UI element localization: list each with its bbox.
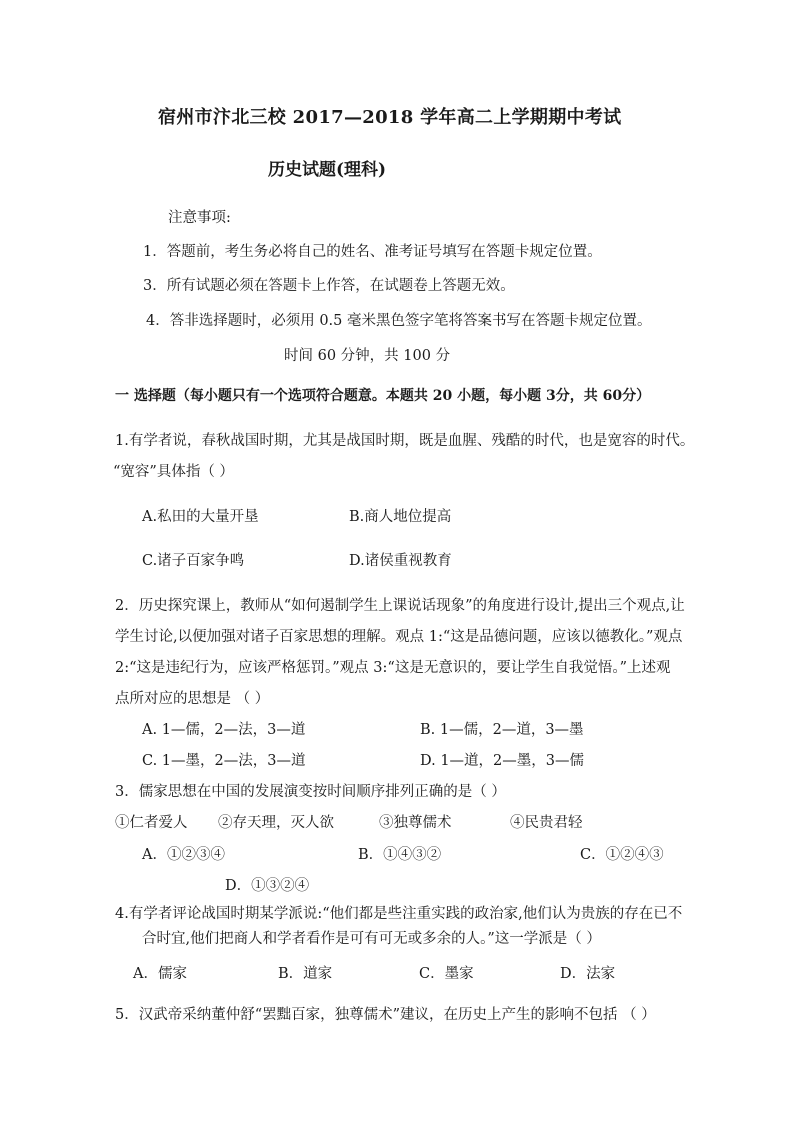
q2-stem-line-1: 2．历史探究课上，教师从“如何遏制学生上课说话现象”的角度进行设计,提出三个观点,让: [115, 598, 685, 614]
time-limit: 时间 60 分钟，共 100 分: [284, 348, 451, 364]
q3-option-a: A．①②③④: [142, 847, 225, 863]
q3-item-1: ①仁者爱人: [115, 815, 188, 831]
q4-stem-line-1: 4.有学者评论战国时期某学派说:“他们都是些注重实践的政治家,他们认为贵族的存在已不: [115, 906, 683, 922]
q5-stem: 5．汉武帝采纳董仲舒“罢黜百家，独尊儒术”建议，在历史上产生的影响不包括 （ ）: [115, 1007, 656, 1023]
notice-item-2: 3．所有试题必须在答题卡上作答，在试题卷上答题无效。: [143, 278, 515, 294]
q4-option-b: B．道家: [278, 966, 333, 982]
q2-stem-line-3: 2:“这是违纪行为，应该严格惩罚。”观点 3:“这是无意识的，要让学生自我觉悟。”上述观: [115, 660, 671, 676]
notice-item-3: 4．答非选择题时，必须用 0.5 毫米黑色签字笔将答案书写在答题卡规定位置。: [146, 313, 652, 329]
q4-option-c: C．墨家: [419, 966, 474, 982]
exam-subtitle: 历史试题(理科): [268, 160, 387, 180]
q3-item-4: ④民贵君轻: [510, 815, 583, 831]
q3-option-b: B．①④③②: [358, 847, 442, 863]
q2-stem-line-2: 学生讨论,以便加强对诸子百家思想的理解。观点 1:“这是品德问题，应该以德教化。”观点: [115, 629, 683, 645]
q3-option-d: D．①③②④: [225, 878, 310, 894]
notice-item-1: 1．答题前，考生务必将自己的姓名、准考证号填写在答题卡规定位置。: [143, 244, 602, 260]
q3-stem: 3．儒家思想在中国的发展演变按时间顺序排列正确的是（ ）: [115, 784, 506, 800]
q3-option-c: C．①②④③: [580, 847, 664, 863]
q1-stem-line-1: 1.有学者说，春秋战国时期，尤其是战国时期，既是血腥、残酷的时代，也是宽容的时代。: [115, 433, 695, 449]
q2-option-b: B. 1—儒，2—道，3—墨: [420, 722, 584, 738]
q3-item-2: ②存天理，灭人欲: [218, 815, 334, 831]
q4-stem-line-2: 合时宜,他们把商人和学者看作是可有可无或多余的人。”这一学派是（ ）: [142, 931, 601, 947]
q1-option-c: C.诸子百家争鸣: [142, 553, 245, 569]
notice-heading: 注意事项:: [168, 210, 231, 226]
q2-option-d: D. 1—道，2—墨，3—儒: [420, 753, 585, 769]
q1-option-a: A.私田的大量开垦: [142, 509, 259, 525]
q2-stem-line-4: 点所对应的思想是 （ ）: [115, 691, 270, 707]
q4-option-a: A．儒家: [133, 966, 187, 982]
q3-item-3: ③独尊儒术: [379, 815, 452, 831]
q2-option-c: C. 1—墨，2—法，3—道: [142, 753, 306, 769]
section-heading: 一 选择题（每小题只有一个选项符合题意。本题共 20 小题，每小题 3分，共 60分）: [115, 388, 651, 404]
q1-option-b: B.商人地位提高: [349, 509, 452, 525]
q2-option-a: A. 1—儒，2—法，3—道: [142, 722, 306, 738]
q4-option-d: D．法家: [560, 966, 616, 982]
exam-title: 宿州市汴北三校 2017—2018 学年高二上学期期中考试: [158, 107, 622, 128]
q1-option-d: D.诸侯重视教育: [349, 553, 452, 569]
q1-stem-line-2: “宽容”具体指（ ）: [113, 464, 234, 480]
